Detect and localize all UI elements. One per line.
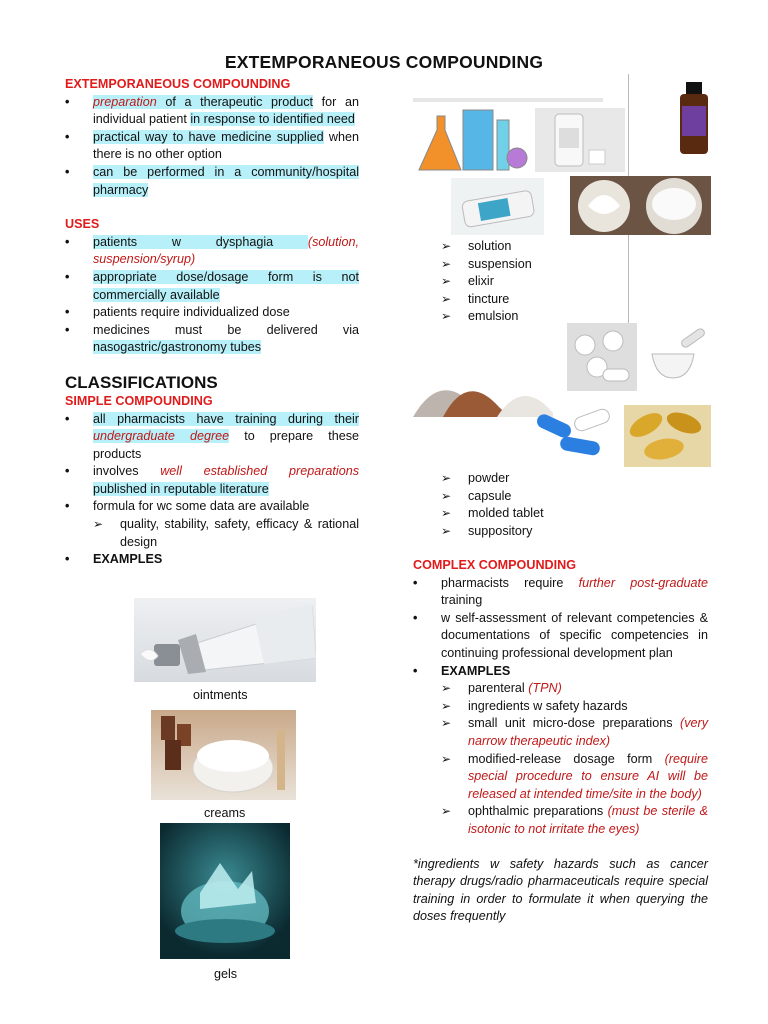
- medicine-bottles-image: [535, 108, 625, 172]
- gels-caption: gels: [214, 967, 238, 981]
- solid-form-item: ➢ capsule: [441, 488, 708, 506]
- tablets-image: [567, 323, 637, 391]
- complex-example: ➢ parenteral (TPN): [441, 680, 708, 698]
- complex-example: ➢ modified-release dosage form (require special procedure to ensure AI will be released at intended time/site in the body): [441, 751, 708, 804]
- liquid-form-item: ➢ suspension: [441, 256, 708, 274]
- solid-form-item: ➢ powder: [441, 470, 708, 488]
- cream-bowls-image: [570, 176, 711, 235]
- left-column: [65, 76, 359, 569]
- simple-item: • all pharmacists have training during their undergraduate degree to prepare these products: [65, 411, 359, 464]
- complex-compounding-section: [413, 557, 708, 926]
- uses-item: • appropriate dose/dosage form is not commercially available: [65, 269, 359, 304]
- definition-item: • practical way to have medicine supplied when there is no other option: [65, 129, 359, 164]
- liquid-form-item: ➢ tincture: [441, 291, 708, 309]
- complex-compounding-heading: COMPLEX COMPOUNDING: [413, 558, 577, 572]
- complex-example: ➢ ophthalmic preparations (must be sterile & isotonic to not irritate the eyes): [441, 803, 708, 838]
- liquid-forms-list: [413, 238, 708, 326]
- classifications-heading: CLASSIFICATIONS: [65, 372, 218, 392]
- liquid-form-item: ➢ solution: [441, 238, 708, 256]
- definition-item: • can be performed in a community/hospital pharmacy: [65, 164, 359, 199]
- capsules-image: [530, 405, 622, 460]
- lab-glassware-image: [413, 96, 528, 174]
- uses-item: • patients w dysphagia (solution, suspension/syrup): [65, 234, 359, 269]
- definition-item: • preparation of a therapeutic product for an individual patient in response to identified need: [65, 94, 359, 129]
- complex-item: • w self-assessment of relevant competencies & documentations of specific competencies in continuing professional development plan: [413, 610, 708, 663]
- ointment-tube-image: [134, 598, 316, 682]
- liquid-form-item: ➢ elixir: [441, 273, 708, 291]
- solid-forms-list: [413, 470, 708, 540]
- simple-compounding-heading: SIMPLE COMPOUNDING: [65, 393, 213, 408]
- complex-example: ➢ small unit micro-dose preparations (very narrow therapeutic index): [441, 715, 708, 750]
- cream-jar-image: [151, 710, 296, 800]
- uses-item: • medicines must be delivered via nasogastric/gastronomy tubes: [65, 322, 359, 357]
- uses-item: • patients require individualized dose: [65, 304, 359, 322]
- examples-label: • EXAMPLES: [65, 551, 359, 569]
- simple-item: • formula for wc some data are available: [65, 498, 359, 516]
- lab-bench-line: [413, 98, 603, 102]
- footnote: *ingredients w safety hazards such as cancer therapy drugs/radio pharmaceuticals require special training in order to formulate it when querying the doses frequently: [413, 856, 708, 924]
- examples-label: • EXAMPLES: [413, 663, 708, 681]
- page-title: EXTEMPORANEOUS COMPOUNDING: [224, 52, 544, 72]
- dark-bottle-image: [677, 80, 711, 156]
- softgels-image: [624, 405, 711, 467]
- simple-item: • involves well established preparations published in reputable literature: [65, 463, 359, 498]
- complex-item: • pharmacists require further post-graduate training: [413, 575, 708, 610]
- uses-heading: USES: [65, 217, 100, 232]
- solid-form-item: ➢ suppository: [441, 523, 708, 541]
- ointments-caption: ointments: [193, 688, 248, 702]
- definition-heading: EXTEMPORANEOUS COMPOUNDING: [65, 77, 291, 91]
- complex-example: ➢ ingredients w safety hazards: [441, 698, 708, 716]
- mortar-pestle-image: [646, 328, 712, 383]
- solid-form-item: ➢ molded tablet: [441, 505, 708, 523]
- creams-caption: creams: [204, 806, 246, 820]
- simple-subitem: ➢ quality, stability, safety, efficacy & rational design: [93, 516, 359, 551]
- liquid-form-item: ➢ emulsion: [441, 308, 708, 326]
- gel-image: [160, 823, 290, 959]
- syrup-bottle-image: [451, 178, 544, 235]
